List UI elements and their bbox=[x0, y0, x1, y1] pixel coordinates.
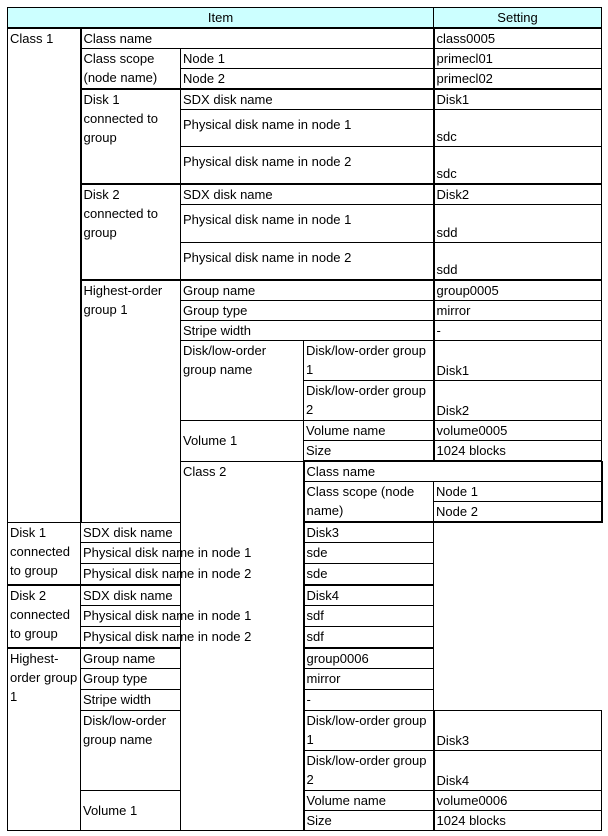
phys-disk-node1-value: sdc bbox=[434, 110, 602, 147]
group-type-label: Group type bbox=[81, 668, 304, 689]
phys-disk-node1-value: sdf bbox=[304, 606, 434, 627]
group-name-value: group0005 bbox=[434, 280, 602, 301]
class-scope-label: Class scope (node name) bbox=[81, 49, 181, 90]
volume-name-value: volume0006 bbox=[434, 790, 602, 810]
member-2-value: Disk4 bbox=[434, 750, 602, 790]
size-value: 1024 blocks bbox=[434, 441, 602, 462]
member-2-value: Disk2 bbox=[434, 381, 602, 421]
phys-disk-node2-label: Physical disk name in node 2 bbox=[81, 564, 304, 585]
group-type-value: mirror bbox=[434, 301, 602, 321]
phys-disk-node1-label: Physical disk name in node 1 bbox=[81, 606, 304, 627]
volume-name-label: Volume name bbox=[304, 421, 434, 441]
stripe-width-label: Stripe width bbox=[81, 689, 304, 710]
node-2-value: primecl02 bbox=[434, 69, 602, 90]
size-label: Size bbox=[304, 441, 434, 462]
size-label: Size bbox=[304, 810, 434, 830]
class-name-label: Class name bbox=[81, 28, 434, 49]
group-name-value: group0006 bbox=[304, 648, 434, 669]
node-2-label: Node 2 bbox=[434, 502, 602, 523]
class-name-value: class0005 bbox=[434, 28, 602, 49]
class-1-label: Class 1 bbox=[8, 28, 81, 522]
phys-disk-node2-value: sdf bbox=[304, 627, 434, 648]
node-2-label: Node 2 bbox=[181, 69, 434, 90]
sdx-disk-label: SDX disk name bbox=[81, 585, 304, 606]
phys-disk-node2-label: Physical disk name in node 2 bbox=[181, 147, 434, 184]
sdx-disk-label: SDX disk name bbox=[181, 184, 434, 205]
node-1-value: primecl01 bbox=[434, 49, 602, 69]
volume-label: Volume 1 bbox=[181, 421, 304, 462]
highest-order-group-label: Highest-order group 1 bbox=[8, 648, 81, 831]
disk-2-label: Disk 2 connected to group bbox=[81, 184, 181, 281]
phys-disk-node1-label: Physical disk name in node 1 bbox=[181, 110, 434, 147]
member-name-label: Disk/low-order group name bbox=[81, 710, 181, 790]
node-1-label: Node 1 bbox=[181, 49, 434, 69]
group-type-value: mirror bbox=[304, 668, 434, 689]
class-2-label: Class 2 bbox=[181, 461, 304, 830]
phys-disk-node1-label: Physical disk name in node 1 bbox=[181, 204, 434, 242]
volume-name-label: Volume name bbox=[304, 790, 434, 810]
highest-order-group-label: Highest-order group 1 bbox=[81, 280, 181, 522]
member-2-label: Disk/low-order group 2 bbox=[304, 381, 434, 421]
stripe-width-value: - bbox=[434, 321, 602, 341]
phys-disk-node2-label: Physical disk name in node 2 bbox=[81, 627, 304, 648]
phys-disk-node2-value: sde bbox=[304, 564, 434, 585]
group-type-label: Group type bbox=[181, 301, 434, 321]
group-name-label: Group name bbox=[81, 648, 304, 669]
volume-label: Volume 1 bbox=[81, 790, 181, 830]
stripe-width-value: - bbox=[304, 689, 434, 710]
member-1-label: Disk/low-order group 1 bbox=[304, 710, 434, 750]
member-1-label: Disk/low-order group 1 bbox=[304, 341, 434, 381]
phys-disk-node2-value: sdc bbox=[434, 147, 602, 184]
sdx-disk-value: Disk4 bbox=[304, 585, 434, 606]
phys-disk-node1-value: sdd bbox=[434, 204, 602, 242]
phys-disk-node2-label: Physical disk name in node 2 bbox=[181, 242, 434, 280]
member-2-label: Disk/low-order group 2 bbox=[304, 750, 434, 790]
sdx-disk-value: Disk3 bbox=[304, 522, 434, 543]
disk-1-label: Disk 1 connected to group bbox=[8, 522, 81, 585]
size-value: 1024 blocks bbox=[434, 810, 602, 830]
class-scope-label: Class scope (node name) bbox=[304, 482, 434, 523]
volume-name-value: volume0005 bbox=[434, 421, 602, 441]
member-1-value: Disk1 bbox=[434, 341, 602, 381]
header-setting: Setting bbox=[434, 8, 602, 29]
sdx-disk-value: Disk2 bbox=[434, 184, 602, 205]
config-table bbox=[7, 7, 602, 831]
header-item: Item bbox=[8, 8, 434, 29]
group-name-label: Group name bbox=[181, 280, 434, 301]
member-name-label: Disk/low-order group name bbox=[181, 341, 304, 421]
stripe-width-label: Stripe width bbox=[181, 321, 434, 341]
sdx-disk-label: SDX disk name bbox=[81, 522, 304, 543]
sdx-disk-label: SDX disk name bbox=[181, 89, 434, 110]
phys-disk-node1-label: Physical disk name in node 1 bbox=[81, 543, 304, 564]
phys-disk-node1-value: sde bbox=[304, 543, 434, 564]
disk-1-label: Disk 1 connected to group bbox=[81, 89, 181, 184]
disk-2-label: Disk 2 connected to group bbox=[8, 585, 81, 648]
phys-disk-node2-value: sdd bbox=[434, 242, 602, 280]
sdx-disk-value: Disk1 bbox=[434, 89, 602, 110]
node-1-label: Node 1 bbox=[434, 482, 602, 502]
class-name-label: Class name bbox=[304, 461, 602, 482]
member-1-value: Disk3 bbox=[434, 710, 602, 750]
